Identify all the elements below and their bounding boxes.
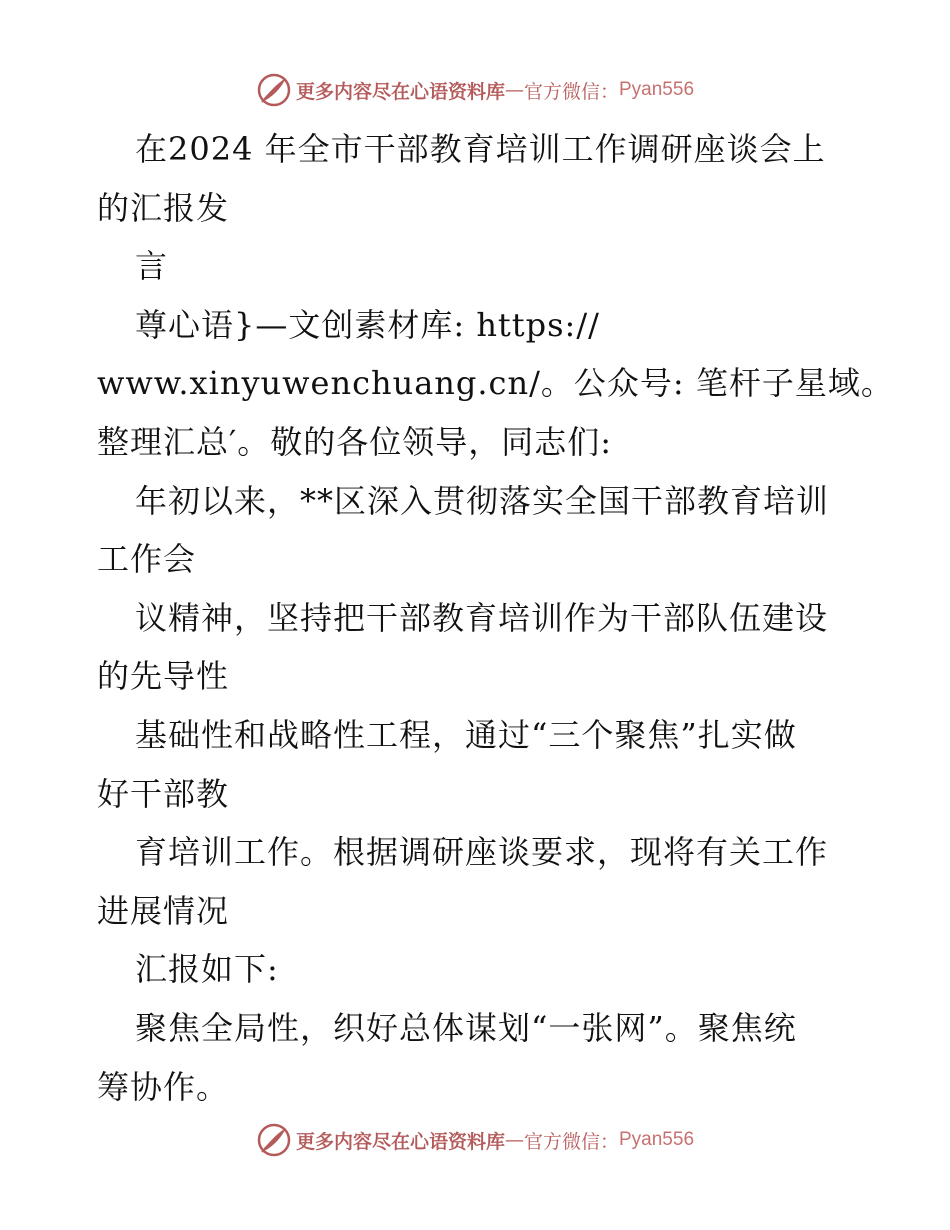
watermark-separator: — bbox=[504, 79, 524, 101]
watermark-sub-text: 官方微信： bbox=[523, 80, 619, 103]
text-line: 汇报如下: bbox=[135, 950, 279, 989]
text-line: 整理汇总′。敬的各位领导，同志们: bbox=[97, 422, 613, 461]
watermark-main-text: 更多内容尽在心语资料库 bbox=[295, 80, 505, 103]
watermark-header bbox=[0, 70, 950, 110]
text-line: 聚焦全局性，织好总体谋划“一张网”。聚焦统 bbox=[135, 1008, 797, 1047]
text-line: 议精神，坚持把干部教育培训作为干部队伍建设 bbox=[135, 598, 829, 637]
text-line: 基础性和战略性工程，通过“三个聚焦”扎实做 bbox=[135, 715, 797, 754]
text-line: 的汇报发 bbox=[97, 188, 230, 227]
text-line: 育培训工作。根据调研座谈要求，现将有关工作 bbox=[135, 833, 829, 872]
watermark-separator: — bbox=[504, 1129, 524, 1151]
quill-logo-icon bbox=[256, 1122, 292, 1158]
watermark-sub-text: 官方微信： bbox=[523, 1130, 619, 1153]
text-line: 工作会 bbox=[97, 540, 197, 579]
text-line: 言 bbox=[135, 247, 169, 286]
watermark-footer bbox=[0, 1120, 950, 1160]
text-line: 筹协作。 bbox=[97, 1067, 230, 1106]
quill-logo-icon bbox=[256, 72, 292, 108]
text-line: www.xinyuwenchuang.cn/。公众号: 笔杆子星域。 bbox=[97, 364, 894, 403]
text-line: 年初以来，**区深入贯彻落实全国干部教育培训 bbox=[135, 481, 830, 520]
watermark-id: Pyan556 bbox=[619, 79, 695, 100]
text-line: 好干部教 bbox=[97, 774, 230, 813]
text-line: 在2024 年全市干部教育培训工作调研座谈会上 bbox=[135, 130, 826, 168]
text-line: 尊心语}—文创素材库: https:// bbox=[135, 305, 600, 344]
text-line: 的先导性 bbox=[97, 657, 230, 696]
text-line: 进展情况 bbox=[97, 891, 230, 930]
watermark-id: Pyan556 bbox=[619, 1129, 695, 1150]
watermark-main-text: 更多内容尽在心语资料库 bbox=[295, 1130, 505, 1153]
document-body bbox=[97, 120, 894, 1116]
